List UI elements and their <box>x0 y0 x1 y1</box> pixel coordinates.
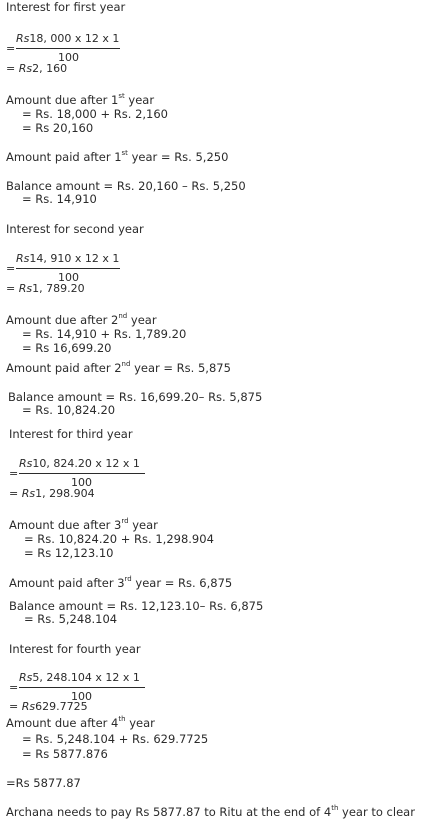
fraction-bar <box>19 473 145 474</box>
interest-fraction-2: = Rs14, 910 x 12 x 1 100 <box>6 252 120 284</box>
amount-paid-2: Amount paid after 2nd year = Rs. 5,875 <box>6 360 231 375</box>
balance-1: Balance amount = Rs. 20,160 – Rs. 5,250 <box>6 179 246 193</box>
amount-due-line-2b: = Rs 16,699.20 <box>22 341 112 355</box>
conclusion: Archana needs to pay Rs 5877.87 to Ritu at the end of 4th year to clear <box>6 804 415 819</box>
rs-symbol: Rs <box>19 457 33 470</box>
amount-due-line-3b: = Rs 12,123.10 <box>24 546 114 560</box>
fraction-bar <box>16 48 120 49</box>
denominator: 100 <box>71 476 92 489</box>
interest-result-1: = Rs2, 160 <box>6 62 68 75</box>
amount-due-line-4a: = Rs. 5,248.104 + Rs. 629.7725 <box>22 732 209 746</box>
amount-due-heading-1: Amount due after 1st year <box>6 92 155 107</box>
heading-second-year: Interest for second year <box>6 222 144 236</box>
interest-result-4: = Rs629.7725 <box>9 700 88 713</box>
rs-symbol: Rs <box>16 252 30 265</box>
numerator: 14, 910 x 12 x 1 <box>29 252 120 265</box>
final-amount: =Rs 5877.87 <box>6 776 81 790</box>
numerator: 18, 000 x 12 x 1 <box>29 32 120 45</box>
heading-fourth-year: Interest for fourth year <box>9 642 141 656</box>
amount-due-line-4b: = Rs 5877.876 <box>22 747 108 761</box>
interest-fraction-1: = Rs18, 000 x 12 x 1 100 <box>6 32 120 64</box>
balance-3: Balance amount = Rs. 12,123.10– Rs. 6,875 <box>9 599 264 613</box>
amount-due-line-2a: = Rs. 14,910 + Rs. 1,789.20 <box>22 327 187 341</box>
amount-paid-3: Amount paid after 3rd year = Rs. 6,875 <box>9 575 233 590</box>
numerator: 10, 824.20 x 12 x 1 <box>32 457 140 470</box>
rs-symbol: Rs <box>16 32 30 45</box>
fraction-bar <box>19 687 145 688</box>
denominator: 100 <box>58 271 79 284</box>
amount-paid-1: Amount paid after 1st year = Rs. 5,250 <box>6 149 229 164</box>
interest-result-2: = Rs1, 789.20 <box>6 282 85 295</box>
numerator: 5, 248.104 x 12 x 1 <box>32 671 140 684</box>
denominator: 100 <box>58 51 79 64</box>
amount-due-heading-2: Amount due after 2nd year <box>6 312 157 327</box>
balance-2: Balance amount = Rs. 16,699.20– Rs. 5,875 <box>8 390 263 404</box>
balance-result-2: = Rs. 10,824.20 <box>22 403 116 417</box>
amount-due-line-1b: = Rs 20,160 <box>22 121 94 135</box>
balance-result-1: = Rs. 14,910 <box>22 192 97 206</box>
interest-fraction-3: = Rs10, 824.20 x 12 x 1 100 <box>9 457 149 491</box>
rs-symbol: Rs <box>19 671 33 684</box>
denominator: 100 <box>71 690 92 703</box>
heading-first-year: Interest for first year <box>6 0 126 14</box>
fraction-bar <box>16 268 120 269</box>
interest-result-3: = Rs1, 298.904 <box>9 487 95 500</box>
amount-due-heading-4: Amount due after 4th year <box>6 715 155 730</box>
amount-due-line-1a: = Rs. 18,000 + Rs. 2,160 <box>22 107 168 121</box>
amount-due-line-3a: = Rs. 10,824.20 + Rs. 1,298.904 <box>24 532 214 546</box>
amount-due-heading-3: Amount due after 3rd year <box>9 517 158 532</box>
heading-third-year: Interest for third year <box>9 427 133 441</box>
balance-result-3: = Rs. 5,248.104 <box>24 612 118 626</box>
interest-fraction-4: = Rs5, 248.104 x 12 x 1 100 <box>9 671 149 705</box>
